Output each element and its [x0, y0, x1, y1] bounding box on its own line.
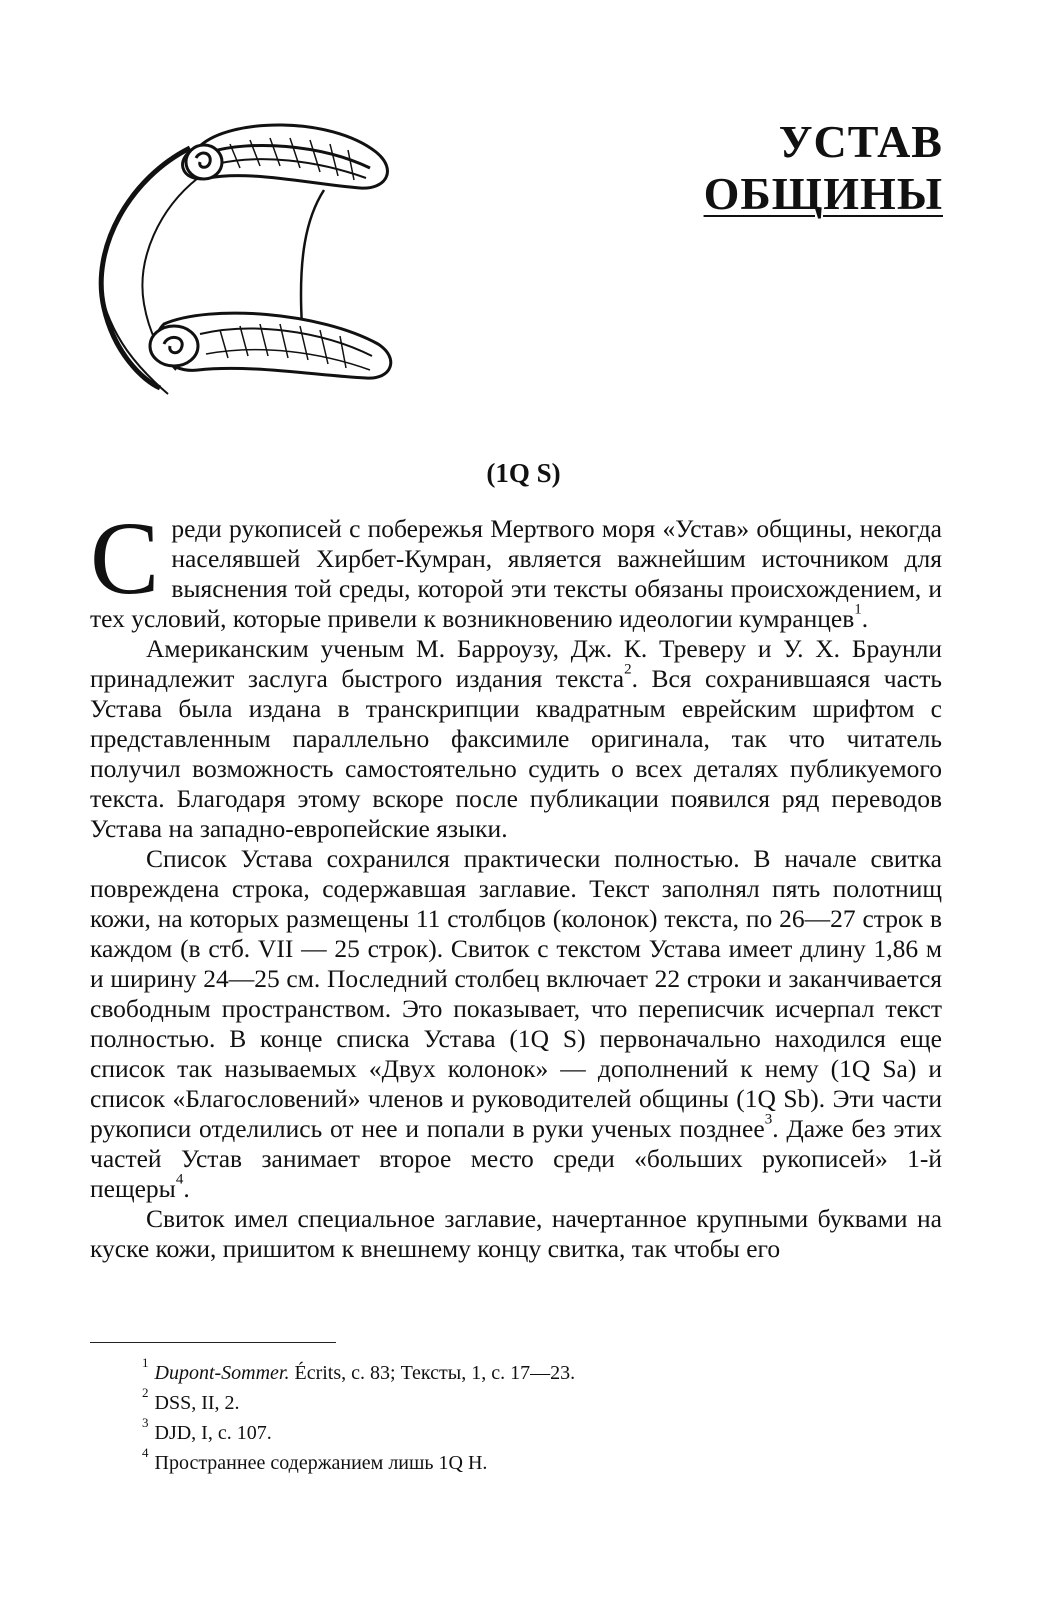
- paragraph-1: [90, 501, 942, 634]
- title-line-2: ОБЩИНЫ: [703, 168, 943, 219]
- manuscript-siglum: (1Q S): [486, 458, 561, 488]
- footnote-text: DSS, II, 2.: [154, 1392, 240, 1414]
- paragraph-2: [90, 634, 942, 844]
- footnote-text: Пространнее содержанием лишь 1Q H.: [154, 1452, 488, 1474]
- footnote-number: 4: [142, 1445, 149, 1461]
- footnote-number: 2: [142, 1385, 149, 1401]
- footnote-item: [142, 1415, 942, 1448]
- footnote-number: 3: [142, 1415, 149, 1431]
- paragraph-3-text-c: .: [183, 1174, 190, 1203]
- paragraph-2-text-b: . Вся сохранившаяся часть Устава была издана в транскрипции квадратным еврейским шрифтом с представленным параллельно факсимиле оригинала, так что читатель получил возможность самостоятельно судить о всех деталях публикуемого текста. Благодаря этому вскоре после публикации появился ряд переводов Устава на западно-европейские языки.: [90, 664, 942, 843]
- chapter-title: [704, 116, 943, 220]
- drop-cap: С: [90, 501, 160, 616]
- footnote-ref-3: 3: [764, 1111, 773, 1128]
- footnote-divider: [90, 1342, 336, 1343]
- footnote-item: [142, 1355, 942, 1388]
- footnote-ref-1: 1: [854, 601, 862, 618]
- footnote-item: [142, 1385, 942, 1418]
- paragraph-2-text-a: Американским ученым М. Барроузу, Дж. К. Треверу и У. Х. Браунли принадлежит заслуга быстрого издания текста: [90, 634, 942, 693]
- paragraph-1-text: реди рукописей с побережья Мертвого моря «Устав» общины, некогда населявшей Хирбет-Кумран, является важнейшим источником для выяснения той среды, которой эти тексты обязаны происхождением, и тех условий, которые привели к возникновению идеологии кумранцев: [90, 514, 942, 633]
- paragraph-3-text-b: . Даже без этих частей Устав занимает второе место среди «больших рукописей» 1-й пещеры: [90, 1114, 943, 1203]
- footnote-number: 1: [142, 1355, 149, 1371]
- footnote-text: Écrits, с. 83; Тексты, 1, с. 17—23.: [289, 1362, 576, 1384]
- footnote-author: Dupont-Sommer.: [154, 1362, 290, 1384]
- footnote-ref-2: 2: [624, 661, 632, 678]
- footnote-item: [142, 1445, 942, 1478]
- footnote-ref-4: 4: [175, 1171, 184, 1188]
- paragraph-4-text: Свиток имел специальное заглавие, начертанное крупными буквами на куске кожи, пришитом к внешнему концу свитка, так чтобы его: [90, 1204, 942, 1263]
- title-line-1: УСТАВ: [778, 116, 943, 167]
- paragraph-1-end: .: [861, 604, 869, 633]
- footnotes: [142, 1355, 942, 1478]
- paragraph-3-text-a: Список Устава сохранился практически полностью. В начале свитка повреждена строка, содержавшая заглавие. Текст заполнял пять полотнищ кожи, на которых размещены 11 столбцов (колонок) текста, по 26—27 строк в каждом (в стб. VII — 25 строк). Свиток с текстом Устава имеет длину 1,86 м и ширину 24—25 см. Последний столбец включает 22 строки и заканчивается свободным пространством. Это показывает, что переписчик исчерпал текст полностью. В конце списка Устава (1Q S) первоначально находился еще список так называемых «Двух колонок» — дополнений к нему (1Q Sa) и список «Благословений» членов и руководителей общины (1Q Sb). Эти части рукописи отделились от нее и попали в руки ученых позднее: [90, 844, 942, 1143]
- scroll-ornament-icon: [80, 108, 410, 408]
- main-text: [90, 501, 943, 1264]
- paragraph-4: [90, 1204, 942, 1264]
- footnote-text: DJD, I, с. 107.: [154, 1422, 272, 1444]
- paragraph-3: [90, 844, 942, 1204]
